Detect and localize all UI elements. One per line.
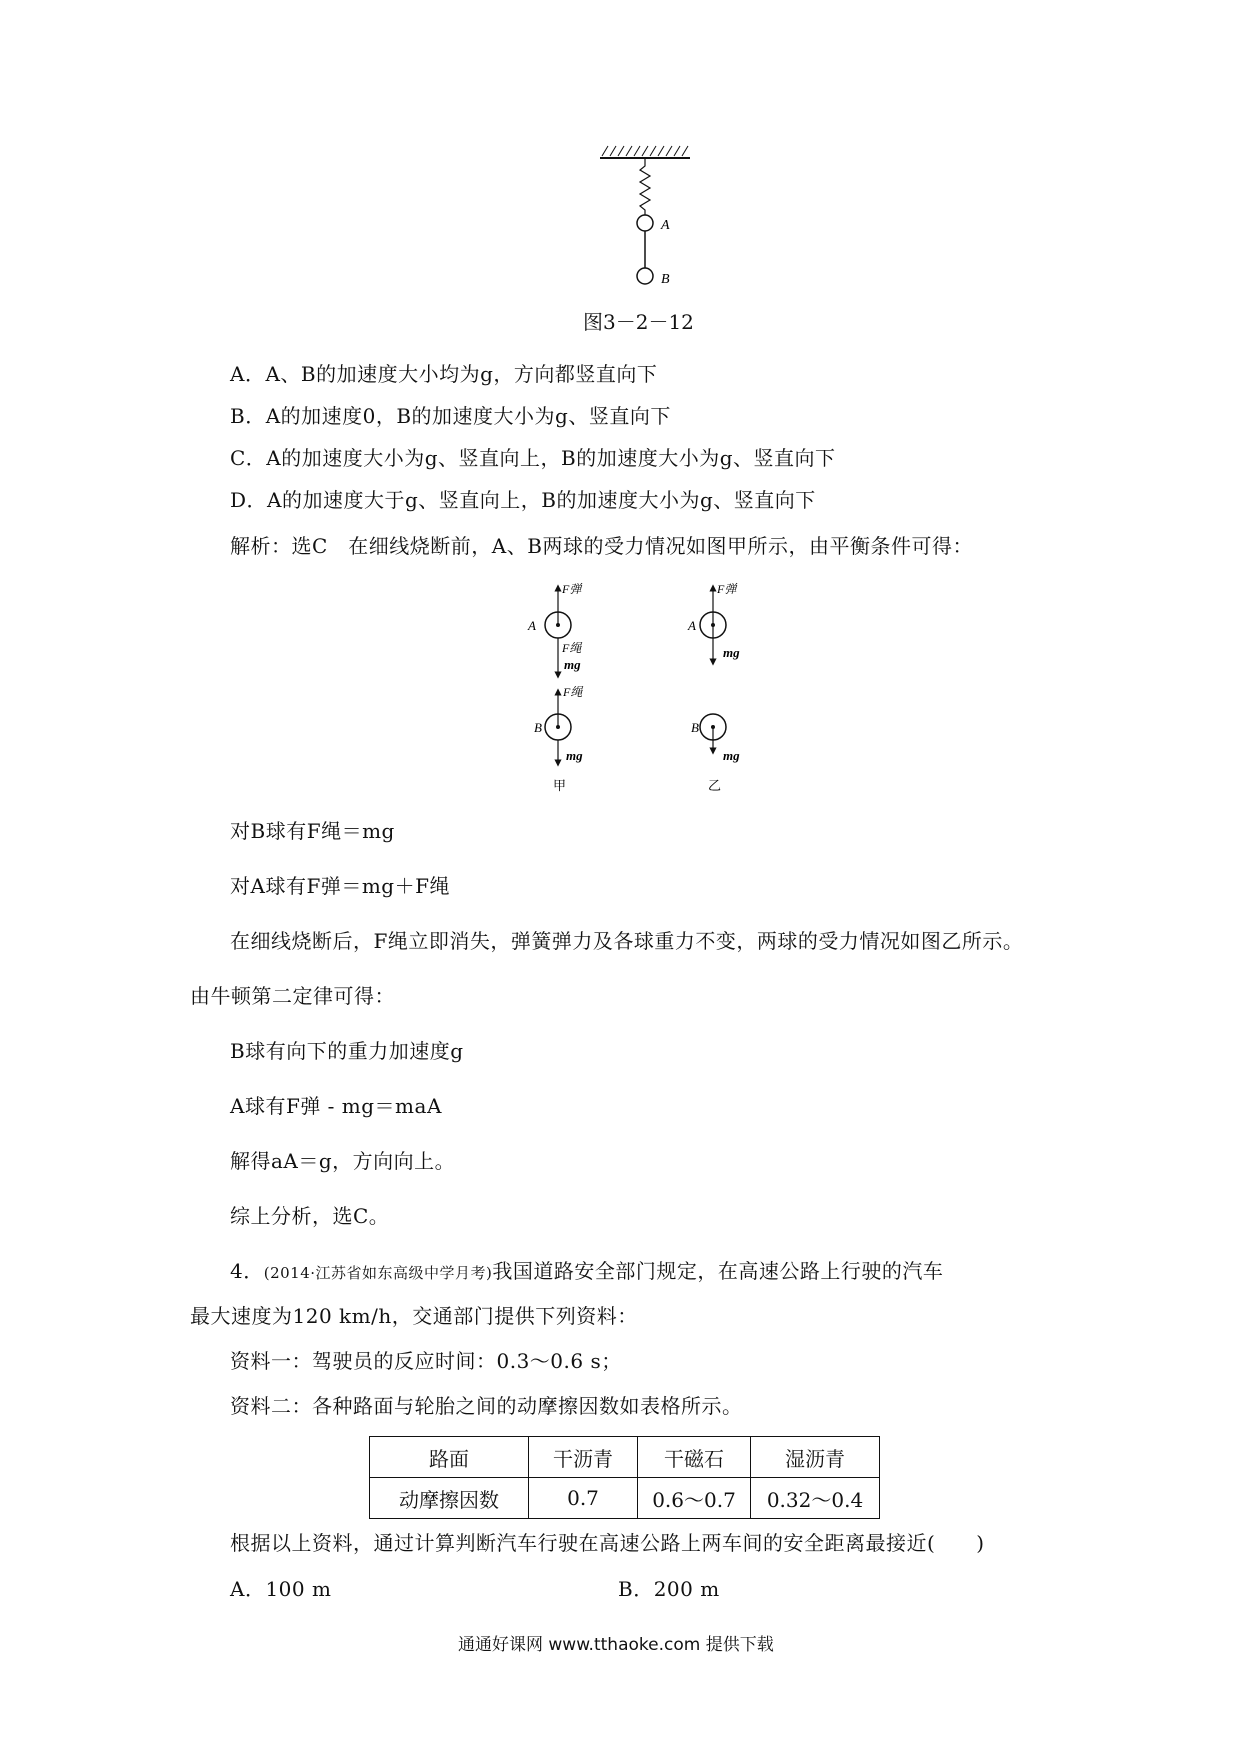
question4-prompt: 根据以上资料，通过计算判断汽车行驶在高速公路上两车间的安全距离最接近( ) [230, 1531, 985, 1555]
jia-b-gravity: mg [566, 748, 583, 763]
jia-a-gravity: mg [564, 657, 581, 672]
figure-caption: 图3－2－12 [583, 310, 694, 334]
force-diagrams [520, 575, 780, 795]
ball-a-label: A [661, 218, 670, 233]
question4-line1 [230, 1255, 943, 1284]
material-one: 资料一：驾驶员的反应时间：0.3～0.6 s； [230, 1349, 622, 1373]
b-acceleration-text: B球有向下的重力加速度g [230, 1039, 464, 1063]
option-b: B．A的加速度0，B的加速度大小为g、竖直向下 [230, 404, 671, 428]
table-cell: 0.32～0.4 [751, 1478, 880, 1519]
jia-b-rope-force: F绳 [563, 685, 583, 699]
analysis-intro: 解析：选C 在细线烧断前，A、B两球的受力情况如图甲所示，由平衡条件可得： [230, 534, 973, 558]
question4-text-1: 我国道路安全部门规定，在高速公路上行驶的汽车 [492, 1259, 944, 1283]
table-cell: 0.6～0.7 [638, 1478, 751, 1519]
yi-b-label: B [691, 720, 699, 735]
table-row [370, 1478, 880, 1519]
table-header-cell: 路面 [370, 1437, 529, 1478]
table-header-row [370, 1437, 880, 1478]
yi-a-spring-force: F弹 [717, 582, 737, 596]
equation-a-ball: 对A球有F弹＝mg＋F绳 [230, 874, 450, 898]
spring-balls-figure [590, 140, 710, 290]
diagram-jia-caption: 甲 [553, 778, 567, 793]
conclusion-text: 综上分析，选C。 [230, 1204, 390, 1228]
equation-b-ball: 对B球有F绳＝mg [230, 819, 395, 843]
yi-a-label: A [688, 618, 696, 633]
question4-option-b: B．200 m [618, 1577, 720, 1601]
table-cell: 动摩擦因数 [370, 1478, 529, 1519]
after-cut-text: 在细线烧断后，F绳立即消失，弹簧弹力及各球重力不变，两球的受力情况如图乙所示。 [230, 929, 1024, 953]
table-cell: 0.7 [529, 1478, 638, 1519]
jia-b-label: B [534, 720, 542, 735]
jia-a-spring-force: F弹 [562, 582, 582, 596]
jia-a-label: A [528, 618, 536, 633]
material-two: 资料二：各种路面与轮胎之间的动摩擦因数如表格所示。 [230, 1394, 743, 1418]
friction-table [369, 1436, 880, 1519]
question4-option-a: A．100 m [230, 1577, 332, 1601]
a-equation-text: A球有F弹 - mg＝maA [230, 1094, 442, 1118]
question4-line2: 最大速度为120 km/h，交通部门提供下列资料： [190, 1304, 638, 1328]
table-header-cell: 湿沥青 [751, 1437, 880, 1478]
page-footer: 通通好课网 www.tthaoke.com 提供下载 [458, 1635, 774, 1655]
solve-text: 解得aA＝g，方向向上。 [230, 1149, 456, 1173]
question4-number: 4． [230, 1259, 264, 1283]
newton-law-text: 由牛顿第二定律可得： [190, 984, 395, 1008]
yi-a-gravity: mg [723, 645, 740, 660]
question4-source: (2014·江苏省如东高级中学月考) [263, 1264, 493, 1282]
option-d: D．A的加速度大于g、竖直向上，B的加速度大小为g、竖直向下 [230, 488, 816, 512]
option-a: A．A、B的加速度大小均为g，方向都竖直向下 [230, 362, 658, 386]
ball-b-label: B [661, 272, 670, 287]
diagram-yi-caption: 乙 [708, 778, 722, 793]
table-header-cell: 干磁石 [638, 1437, 751, 1478]
yi-b-gravity: mg [723, 748, 740, 763]
jia-a-rope-force: F绳 [562, 641, 582, 655]
option-c: C．A的加速度大小为g、竖直向上，B的加速度大小为g、竖直向下 [230, 446, 836, 470]
table-header-cell: 干沥青 [529, 1437, 638, 1478]
